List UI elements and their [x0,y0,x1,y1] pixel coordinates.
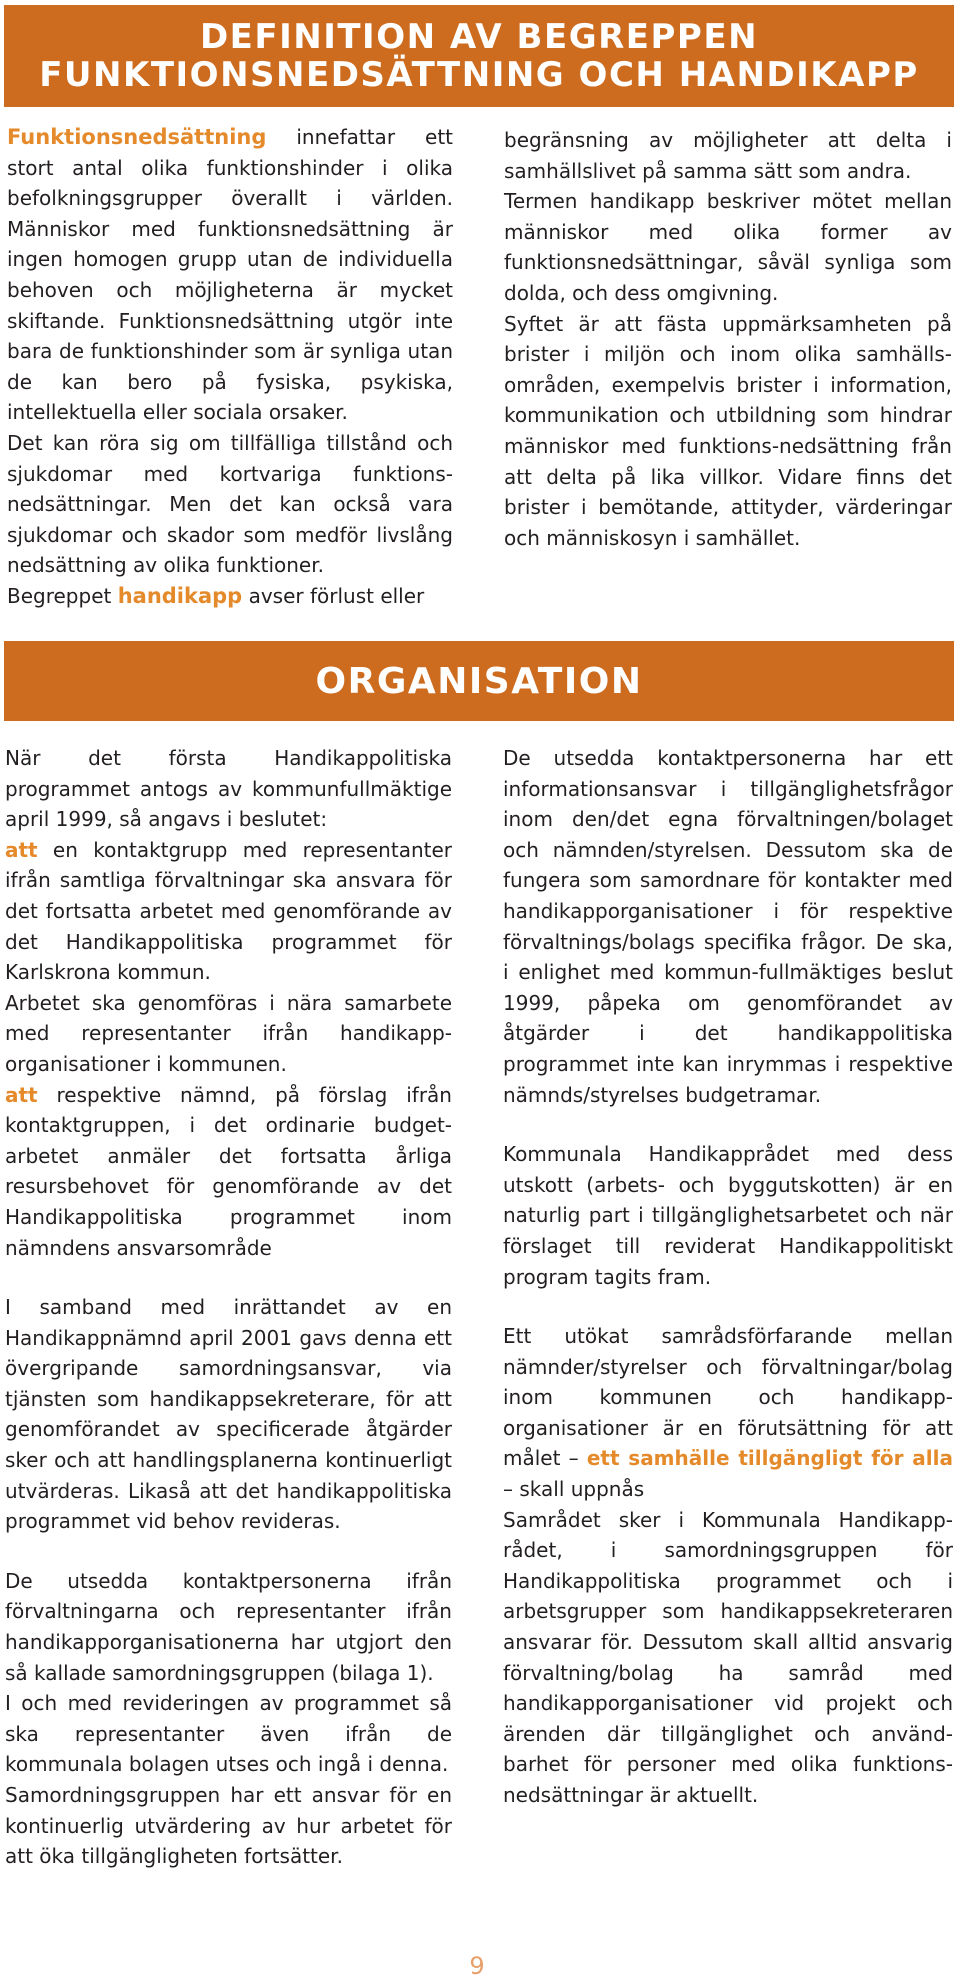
organisation-paragraph: att en kontaktgrupp med representanter ifrån samtliga förvaltningar ska ansvara för det fortsatta arbetet med genomförande av det Handikappolitiska programmet för Karlskrona kommun. [5,837,452,985]
organisation-left-column [5,743,452,1872]
organisation-paragraph: I och med revideringen av programmet så ska representanter även ifrån de kommunala bolagen utses och ingå i denna. [5,1691,452,1777]
organisation-paragraph: När det första Handikappolitiska programmet antogs av kommunfullmäktige april 1999, så angavs i beslutet: [5,746,452,832]
organisation-paragraph: Kommunala Handikapprådet med dess utskott (arbets- och byggutskotten) är en naturlig part i tillgänglighetsarbetet och när förslaget till reviderat Handikappolitiskt program tagits fram. [503,1142,953,1289]
definition-title-line2: FUNKTIONSNEDSÄTTNING OCH HANDIKAPP [39,55,919,95]
term-funktionsnedsattning: Funktionsnedsättning [7,125,267,149]
definition-paragraph: Syftet är att fästa uppmärksamheten på brister i miljön och inom olika samhälls-områden, exempelvis brister i information, kommunikation och utbildning som hindrar människor med funktions-nedsättning från att delta på lika villkor. Vidare finns det brister i bemötande, attityder, värderingar och människosyn i samhället. [504,311,952,550]
goal-highlight: ett samhälle tillgängligt för alla [586,1446,953,1471]
organisation-paragraph: att respektive nämnd, på förslag ifrån kontaktgruppen, i det ordinarie budget-arbetet anmäler det fortsatta årliga resursbehovet för genomförande av det Handikappolitiska programmet inom nämndens ansvarsområde [5,1082,452,1260]
definition-paragraph: Funktionsnedsättning innefattar ett stort antal olika funktionshinder i olika befolkningsgrupper överallt i världen. Människor med funktionsnedsättning är ingen homogen grupp utan de individuella behoven och möjligheterna är mycket skiftande. Funktionsnedsättning utgör inte bara de funktionshinder som är synliga utan de kan bero på fysiska, psykiska, intellektuella eller sociala orsaker. [7,125,453,425]
definition-banner [4,5,954,107]
definition-title-line1: DEFINITION AV BEGREPPEN [199,17,759,57]
organisation-paragraph: Samrådet sker i Kommunala Handikapp-rådet, i samordningsgruppen för Handikappolitiska programmet och i arbetsgrupper som handikappsekreteraren ansvarar för. Dessutom skall alltid ansvarig förvaltning/bolag ha samråd med handikapporganisationer vid projekt och ärenden där tillgänglighet och använd-barhet för personer med olika funktions-nedsättningar är aktuellt. [503,1507,953,1807]
organisation-paragraph: I samband med inrättandet av en Handikappnämnd april 2001 gavs denna ett övergripande samordningsansvar, via tjänsten som handikappsekreterare, för att genomförandet av specificerade åtgärder sker och att handlingsplanerna kontinuerligt utvärderas. Likaså att det handikappolitiska programmet vid behov revideras. [5,1295,452,1534]
organisation-paragraph: Ett utökat samrådsförfarande mellan nämnder/styrelser och förvaltningar/bolag inom kommunen och handikapp-organisationer är en förutsättning för att målet – ett samhälle tillgängligt för alla – skall uppnås [503,1324,953,1502]
definition-paragraph: Det kan röra sig om tillfälliga tillstånd och sjukdomar med kortvariga funktions-nedsättningar. Men det kan också vara sjukdomar och skador som medför livslång nedsättning av olika funktioner. [7,430,453,578]
organisation-paragraph: De utsedda kontaktpersonerna ifrån förvaltningarna och representanter ifrån handikapporganisationerna har utgjort den så kallade samordningsgruppen (bilaga 1). [5,1568,452,1685]
att-keyword: att [5,1082,38,1107]
definition-paragraph: Begreppet handikapp avser förlust eller [7,583,425,608]
organisation-right-column [503,743,953,1811]
organisation-banner [4,641,954,721]
organisation-title: ORGANISATION [315,660,643,702]
definition-paragraph: Termen handikapp beskriver mötet mellan människor med olika former av funktionsnedsättningar, såväl synliga som dolda, och dess omgivning. [504,189,952,305]
definition-paragraph: begränsning av möjligheter att delta i samhällslivet på samma sätt som andra. [504,128,952,183]
page-number: 9 [469,1952,485,1980]
definition-left-column [7,122,453,612]
term-handikapp: handikapp [117,583,243,608]
definition-right-column [504,125,952,553]
organisation-paragraph: Arbetet ska genomföras i nära samarbete med representanter ifrån handikapp-organisationer i kommunen. [5,990,452,1076]
att-keyword: att [5,837,38,862]
organisation-paragraph: De utsedda kontaktpersonerna har ett informationsansvar i tillgänglighetsfrågor inom den/det egna förvaltningen/bolaget och nämnden/styrelsen. Dessutom ska de fungera som samordnare för kontakter med handikapporganisationer i för respektive förvaltnings/bolags specifika frågor. De ska, i enlighet med kommun-fullmäktiges beslut 1999, påpeka om genomförandet av åtgärder i det handikappolitiska programmet inte kan inrymmas i respektive nämnds/styrelses budgetramar. [503,746,953,1107]
organisation-paragraph: Samordningsgruppen har ett ansvar för en kontinuerlig utvärdering av hur arbetet för att öka tillgängligheten fortsätter. [5,1783,452,1869]
